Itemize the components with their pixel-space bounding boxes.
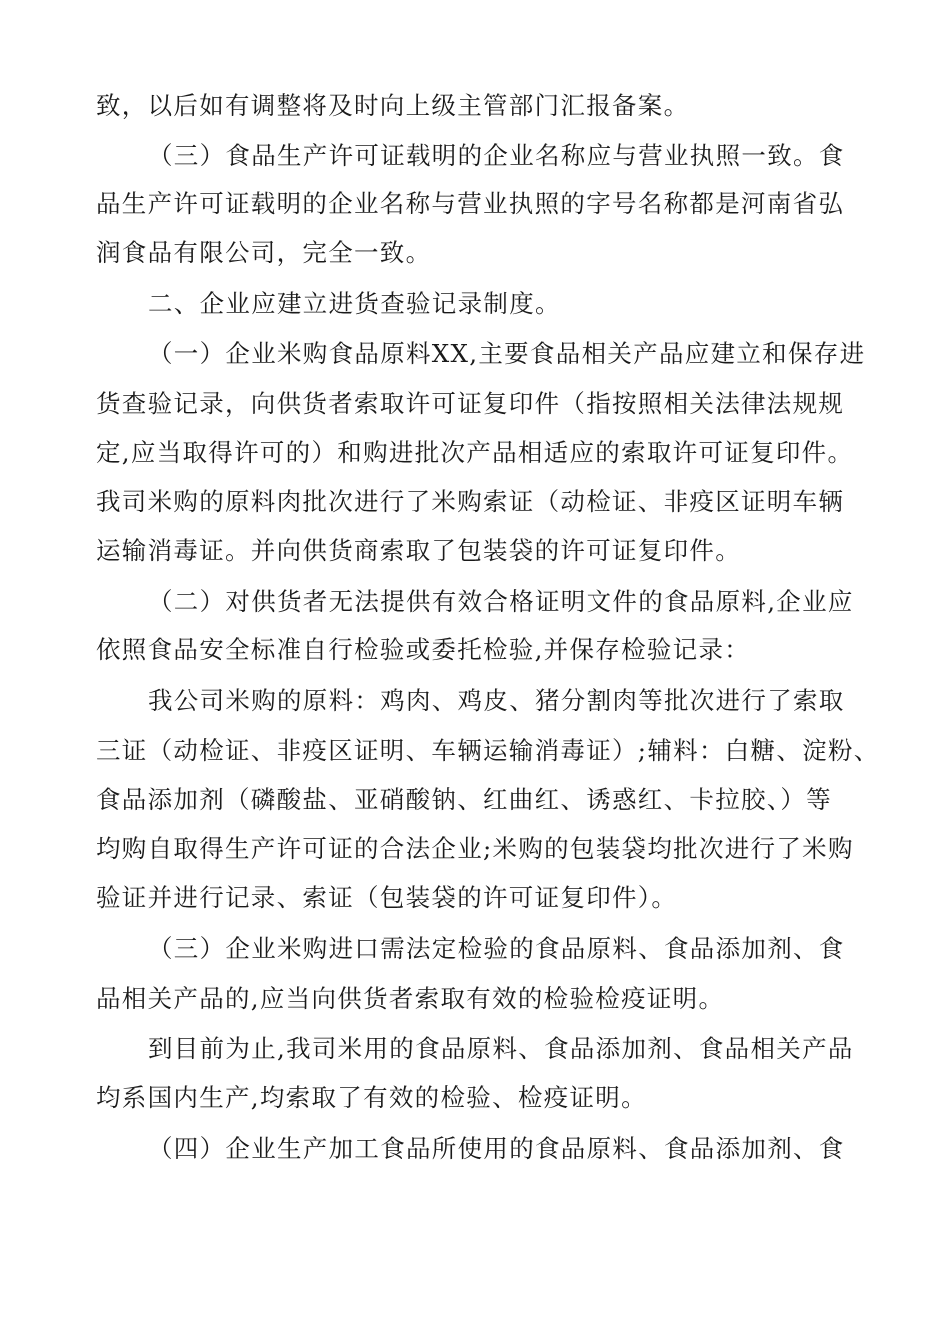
text-line-2: （三）食品生产许可证载明的企业名称应与营业执照一致。食 [148, 141, 845, 170]
text-line-20: 到目前为止,我司米用的食品原料、食品添加剂、食品相关产品 [148, 1034, 854, 1063]
text-line-10: 运输消毒证。并向供货商索取了包装袋的许可证复印件。 [96, 536, 741, 565]
text-line-9: 我司米购的原料肉批次进行了米购索证（动检证、非疫区证明车辆 [96, 487, 845, 516]
text-line-4: 润食品有限公司，完全一致。 [96, 238, 432, 267]
text-line-13: 我公司米购的原料：鸡肉、鸡皮、猪分割肉等批次进行了索取 [148, 686, 845, 715]
text-line-15: 食品添加剂（磷酸盐、亚硝酸钠、红曲红、诱惑红、卡拉胶、）等 [96, 785, 832, 814]
text-line-3: 品生产许可证载明的企业名称与营业执照的字号名称都是河南省弘 [96, 189, 845, 218]
text-line-21: 均系国内生产,均索取了有效的检验、检疫证明。 [96, 1083, 647, 1112]
text-line-12: 依照食品安全标准自行检验或委托检验,并保存检验记录： [96, 635, 751, 664]
text-line-11: （二）对供货者无法提供有效合格证明文件的食品原料,企业应 [148, 587, 854, 616]
text-line-17: 验证并进行记录、索证（包装袋的许可证复印件）。 [96, 883, 678, 912]
text-line-22: （四）企业生产加工食品所使用的食品原料、食品添加剂、食 [148, 1134, 845, 1163]
text-line-1: 致，以后如有调整将及时向上级主管部门汇报备案。 [96, 91, 690, 120]
text-line-7: 货查验记录，向供货者索取许可证复印件（指按照相关法律法规规 [96, 389, 845, 418]
text-line-19: 品相关产品的,应当向供货者索取有效的检验检疫证明。 [96, 984, 725, 1013]
text-line-6: （一）企业米购食品原料XX,主要食品相关产品应建立和保存进 [148, 339, 866, 368]
text-line-14: 三证（动检证、非疫区证明、车辆运输消毒证）;辅料：白糖、淀粉、 [96, 736, 880, 765]
text-line-8: 定,应当取得许可的）和购进批次产品相适应的索取许可证复印件。 [96, 438, 854, 467]
text-line-16: 均购自取得生产许可证的合法企业;米购的包装袋均批次进行了米购 [96, 834, 854, 863]
text-line-18: （三）企业米购进口需法定检验的食品原料、食品添加剂、食 [148, 934, 845, 963]
text-line-5: 二、企业应建立进货查验记录制度。 [148, 289, 561, 318]
